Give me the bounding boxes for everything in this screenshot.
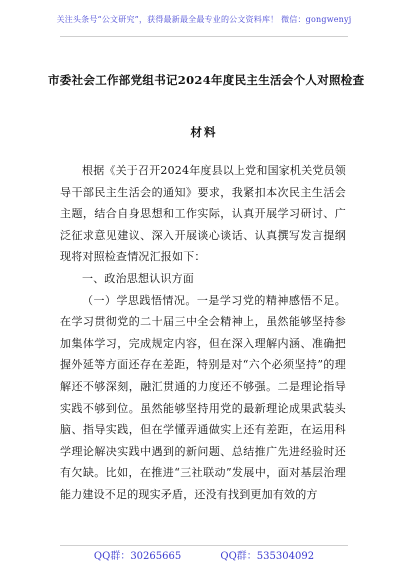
body-paragraph: （一）学思践悟情况。一是学习党的精神感悟不足。在学习贯彻党的二十届三中全会精神上，虽然能够坚持参加集体学习，完成规定内容，但在深入理解内涵、准确把握外延等方面还存在差距，特别是对“六个必须坚持”的理解还不够深刻，融汇贯通的力度还不够强。二是理论指导实践不够到位。虽然能够坚持用党的最新理论成果武装头脑、指导实践，但在学懂弄通做实上还有差距，在运用科学理论解决实践中遇到的新问题、总结推广先进经验时还有欠缺。比如，在推进“三社联动”发展中，面对基层治理能力建设不足的现实矛盾，还没有找到更加有效的方 — [60, 293, 346, 501]
document-body — [60, 160, 346, 506]
footer — [0, 547, 408, 562]
intro-paragraph: 根据《关于召开2024年度县以上党和国家机关党员领导干部民主生活会的通知》要求，我紧扣本次民主生活会主题，结合自身思想和工作实际，认真开展学习研讨、广泛征求意见建议、深入开展谈心谈话、认真撰写发言提纲现将对照检查情况汇报如下： — [60, 164, 346, 264]
header-notice: 关注头条号“公文研究”，获得最新最全最专业的公文资料库！ 微信：gongwenyj — [56, 15, 352, 24]
section-heading: 一、政治思想认识方面 — [82, 271, 194, 285]
document-title-continued: 材料 — [190, 125, 218, 139]
footer-qq-group-2: QQ群：535304092 — [220, 551, 315, 562]
header-divider — [60, 36, 348, 37]
footer-divider — [60, 545, 348, 546]
document-title: 市委社会工作部党组书记2024年度民主生活会个人对照检查 — [48, 73, 365, 87]
footer-qq-group-1: QQ群：30265665 — [93, 551, 182, 562]
